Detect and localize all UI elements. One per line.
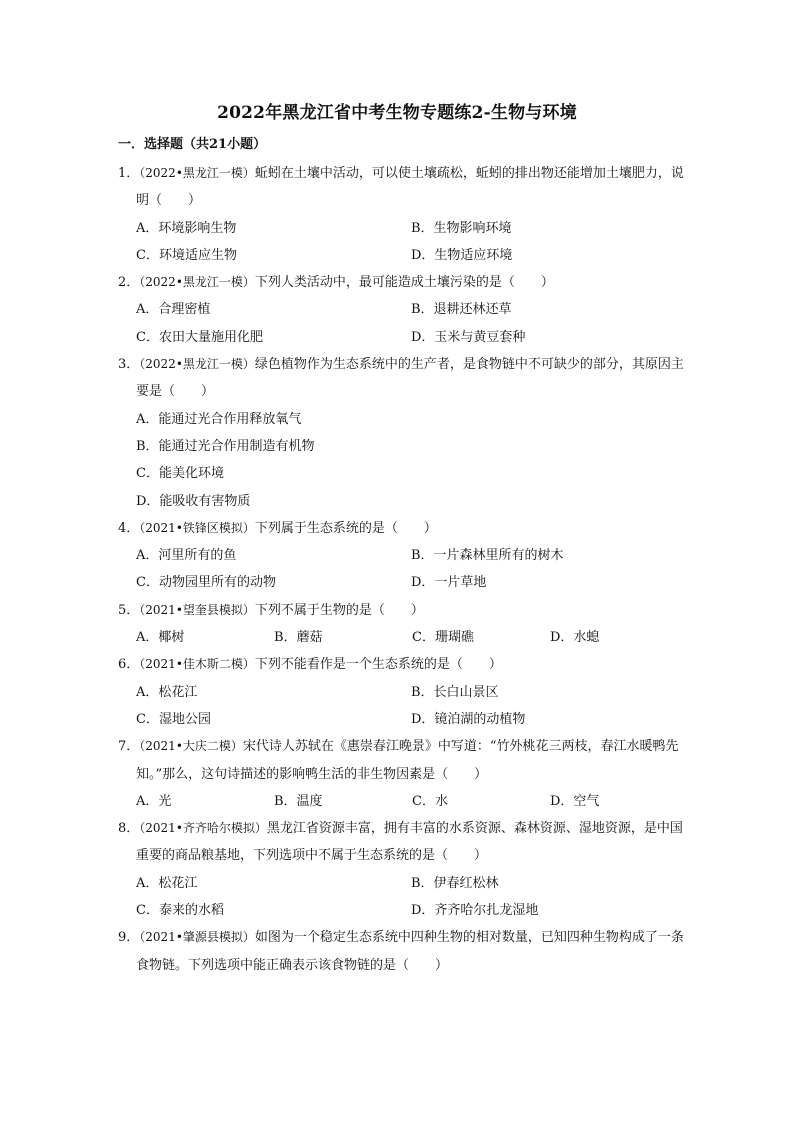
question-source: （2021•齐齐哈尔模拟） xyxy=(139,821,267,836)
question-source: （2021•佳木斯二模） xyxy=(139,657,255,672)
question-1 xyxy=(118,160,684,269)
question-number: 4． xyxy=(118,520,140,536)
option-b: B．生物影响环境 xyxy=(411,220,512,236)
question-text: 下列不属于生物的是（ ） xyxy=(254,602,424,618)
question-stem xyxy=(118,351,684,406)
question-list xyxy=(118,160,684,979)
question-stem xyxy=(118,651,684,678)
question-text: 下列不能看作是一个生态系统的是（ ） xyxy=(254,657,502,673)
option-row xyxy=(118,788,684,815)
option-c: C．珊瑚礁 xyxy=(412,630,474,646)
question-8 xyxy=(118,815,684,924)
option-c: C．泰来的水稻 xyxy=(136,903,224,919)
option-a: A．松花江 xyxy=(136,875,198,891)
question-source: （2022•黑龙江一模） xyxy=(139,166,255,180)
document-title: 2022年黑龙江省中考生物专题练2-生物与环境 xyxy=(217,103,577,123)
question-number: 6． xyxy=(118,657,140,673)
option-d: D．生物适应环境 xyxy=(411,247,513,263)
option-b: B．温度 xyxy=(274,793,323,809)
option-row xyxy=(118,624,684,651)
question-source: （2022•黑龙江一模） xyxy=(139,357,255,372)
question-stem xyxy=(118,515,684,542)
option-grid xyxy=(118,296,684,351)
option-c: C．环境适应生物 xyxy=(136,247,237,263)
option-b: B．蘑菇 xyxy=(274,630,323,646)
option-b: B．一片森林里所有的树木 xyxy=(411,548,564,564)
option-d: D．能吸收有害物质 xyxy=(136,493,251,509)
question-text: 下列属于生态系统的是（ ） xyxy=(254,520,437,536)
question-6 xyxy=(118,651,684,733)
option-list xyxy=(118,406,684,515)
question-stem xyxy=(118,597,684,624)
option-c: C．水 xyxy=(412,793,448,809)
question-number: 5． xyxy=(118,602,140,618)
question-7 xyxy=(118,733,684,815)
question-stem xyxy=(118,815,684,870)
option-b: B．退耕还林还草 xyxy=(411,302,512,318)
question-number: 2． xyxy=(118,275,140,291)
option-d: D．玉米与黄豆套种 xyxy=(411,329,526,345)
option-grid xyxy=(118,870,684,925)
question-number: 1． xyxy=(118,166,140,181)
question-stem xyxy=(118,733,684,788)
option-a: A．环境影响生物 xyxy=(136,220,237,236)
question-2 xyxy=(118,269,684,351)
option-b: B．能通过光合作用制造有机物 xyxy=(136,438,315,454)
question-stem xyxy=(118,160,684,215)
option-c: C．湿地公园 xyxy=(136,711,211,727)
question-text: 黑龙江省资源丰富，拥有丰富的水系资源、森林资源、湿地资源，是中国重要的商品粮基地，下列选项中不属于生态系统的是（ ） xyxy=(136,821,683,864)
option-c: C．动物园里所有的动物 xyxy=(136,575,276,591)
question-source: （2021•铁锋区模拟） xyxy=(139,520,255,535)
question-9 xyxy=(118,924,684,979)
question-text: 宋代诗人苏轼在《惠崇春江晚景》中写道：“竹外桃花三两枝，春江水暖鸭先知。”那么，这句诗描述的影响鸭生活的非生物因素是（ ） xyxy=(136,739,679,782)
question-stem xyxy=(118,924,684,979)
option-a: A．椰树 xyxy=(136,630,185,646)
option-b: B．长白山景区 xyxy=(411,684,499,700)
section-heading: 一．选择题（共21小题） xyxy=(118,137,267,152)
option-grid xyxy=(118,215,684,270)
question-5 xyxy=(118,597,684,652)
option-b: B．伊春红松林 xyxy=(411,875,499,891)
option-a: A．能通过光合作用释放氧气 xyxy=(136,411,302,427)
question-source: （2022•黑龙江一模） xyxy=(139,275,255,290)
option-grid xyxy=(118,679,684,734)
option-a: A．松花江 xyxy=(136,684,198,700)
option-c: C．农田大量施用化肥 xyxy=(136,329,263,345)
question-text: 蚯蚓在土壤中活动，可以使土壤疏松，蚯蚓的排出物还能增加土壤肥力，说明（ ） xyxy=(136,166,684,209)
question-number: 7． xyxy=(118,739,140,755)
question-number: 9． xyxy=(118,930,140,946)
option-d: D．镜泊湖的动植物 xyxy=(411,711,526,727)
question-source: （2021•大庆二模） xyxy=(139,739,243,754)
question-text: 如图为一个稳定生态系统中四种生物的相对数量，已知四种生物构成了一条食物链。下列选项中能正确表示该食物链的是（ ） xyxy=(136,930,684,973)
option-a: A．河里所有的鱼 xyxy=(136,548,237,564)
question-number: 8． xyxy=(118,821,140,837)
question-3 xyxy=(118,351,684,515)
question-number: 3． xyxy=(118,357,140,373)
option-grid xyxy=(118,542,684,597)
option-a: A．合理密植 xyxy=(136,302,211,318)
question-4 xyxy=(118,515,684,597)
option-c: C．能美化环境 xyxy=(136,466,224,482)
option-a: A．光 xyxy=(136,793,172,809)
question-text: 绿色植物作为生态系统中的生产者，是食物链中不可缺少的部分，其原因主要是（ ） xyxy=(136,357,684,400)
question-text: 下列人类活动中，最可能造成土壤污染的是（ ） xyxy=(254,275,554,291)
question-source: （2021•望奎县模拟） xyxy=(139,602,255,617)
option-d: D．空气 xyxy=(550,793,600,809)
question-source: （2021•肇源县模拟） xyxy=(139,930,255,945)
option-d: D．一片草地 xyxy=(411,575,487,591)
question-stem xyxy=(118,269,684,296)
option-d: D．水螅 xyxy=(550,630,600,646)
option-d: D．齐齐哈尔扎龙湿地 xyxy=(411,903,539,919)
